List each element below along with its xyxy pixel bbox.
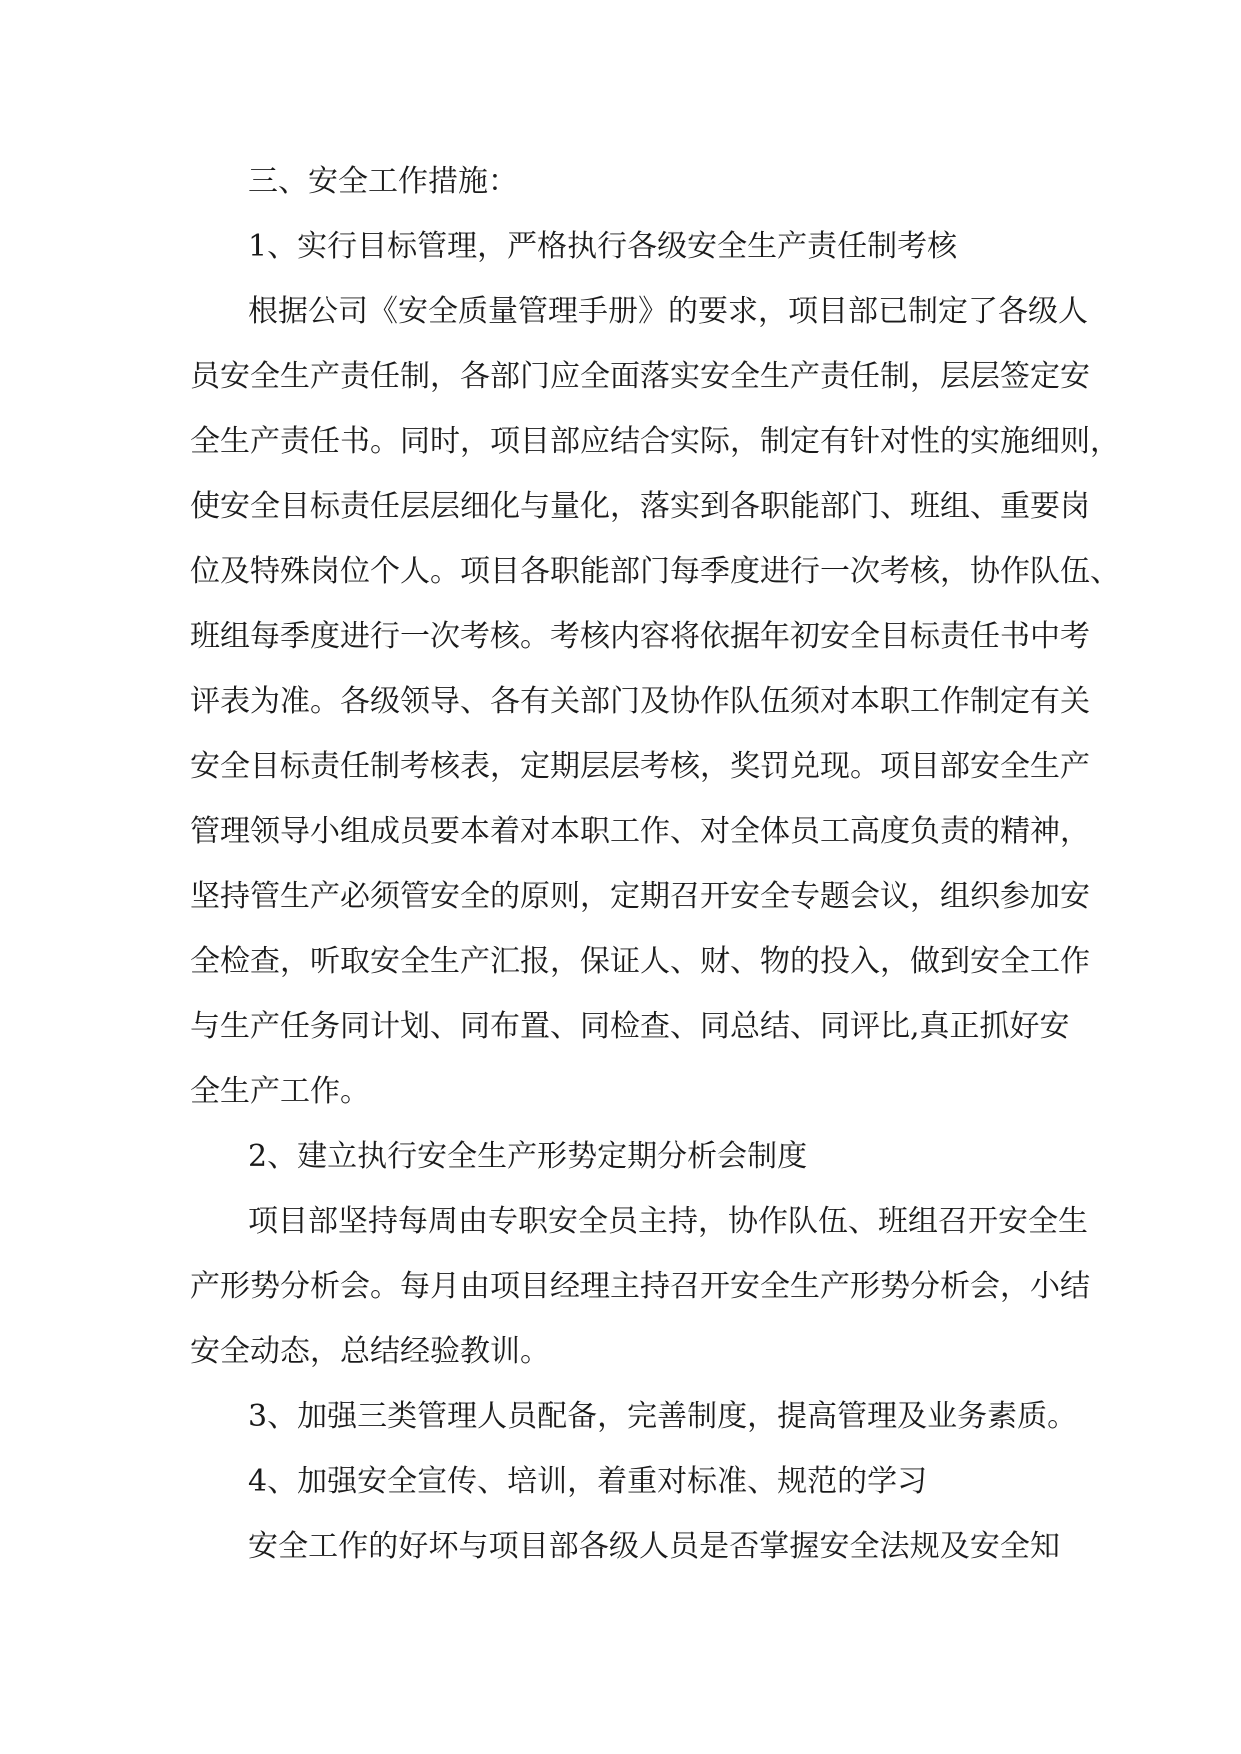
paragraph-line: 坚持管生产必须管安全的原则，定期召开安全专题会议，组织参加安 [190,879,1090,914]
paragraph-line: 产形势分析会。每月由项目经理主持召开安全生产形势分析会，小结 [190,1269,1090,1304]
subsection-heading-4: 4、加强安全宣传、培训，着重对标准、规范的学习 [248,1464,928,1499]
paragraph-line: 全生产工作。 [190,1074,370,1109]
paragraph-line: 全生产责任书。同时，项目部应结合实际，制定有针对性的实施细则， [190,424,1120,459]
section-heading: 三、安全工作措施： [248,164,518,199]
paragraph-line: 员安全生产责任制，各部门应全面落实安全生产责任制，层层签定安 [190,359,1090,394]
paragraph-line: 位及特殊岗位个人。项目各职能部门每季度进行一次考核，协作队伍、 [190,554,1120,589]
paragraph-line: 全检查，听取安全生产汇报，保证人、财、物的投入，做到安全工作 [190,944,1090,979]
paragraph-line: 安全目标责任制考核表，定期层层考核，奖罚兑现。项目部安全生产 [190,749,1090,784]
subsection-heading-2: 2、建立执行安全生产形势定期分析会制度 [248,1139,808,1174]
paragraph-line: 管理领导小组成员要本着对本职工作、对全体员工高度负责的精神， [190,814,1090,849]
paragraph-line: 项目部坚持每周由专职安全员主持，协作队伍、班组召开安全生 [248,1204,1088,1239]
paragraph-line: 根据公司《安全质量管理手册》的要求，项目部已制定了各级人 [248,294,1088,329]
subsection-heading-1: 1、实行目标管理，严格执行各级安全生产责任制考核 [248,229,958,264]
paragraph-line: 使安全目标责任层层细化与量化，落实到各职能部门、班组、重要岗 [190,489,1090,524]
paragraph-line: 班组每季度进行一次考核。考核内容将依据年初安全目标责任书中考 [190,619,1090,654]
paragraph-line: 安全动态，总结经验教训。 [190,1334,550,1369]
subsection-heading-3: 3、加强三类管理人员配备，完善制度，提高管理及业务素质。 [248,1399,1078,1434]
paragraph-line: 安全工作的好坏与项目部各级人员是否掌握安全法规及安全知 [248,1529,1060,1564]
paragraph-line: 与生产任务同计划、同布置、同检查、同总结、同评比,真正抓好安 [190,1009,1070,1044]
paragraph-line: 评表为准。各级领导、各有关部门及协作队伍须对本职工作制定有关 [190,684,1090,719]
